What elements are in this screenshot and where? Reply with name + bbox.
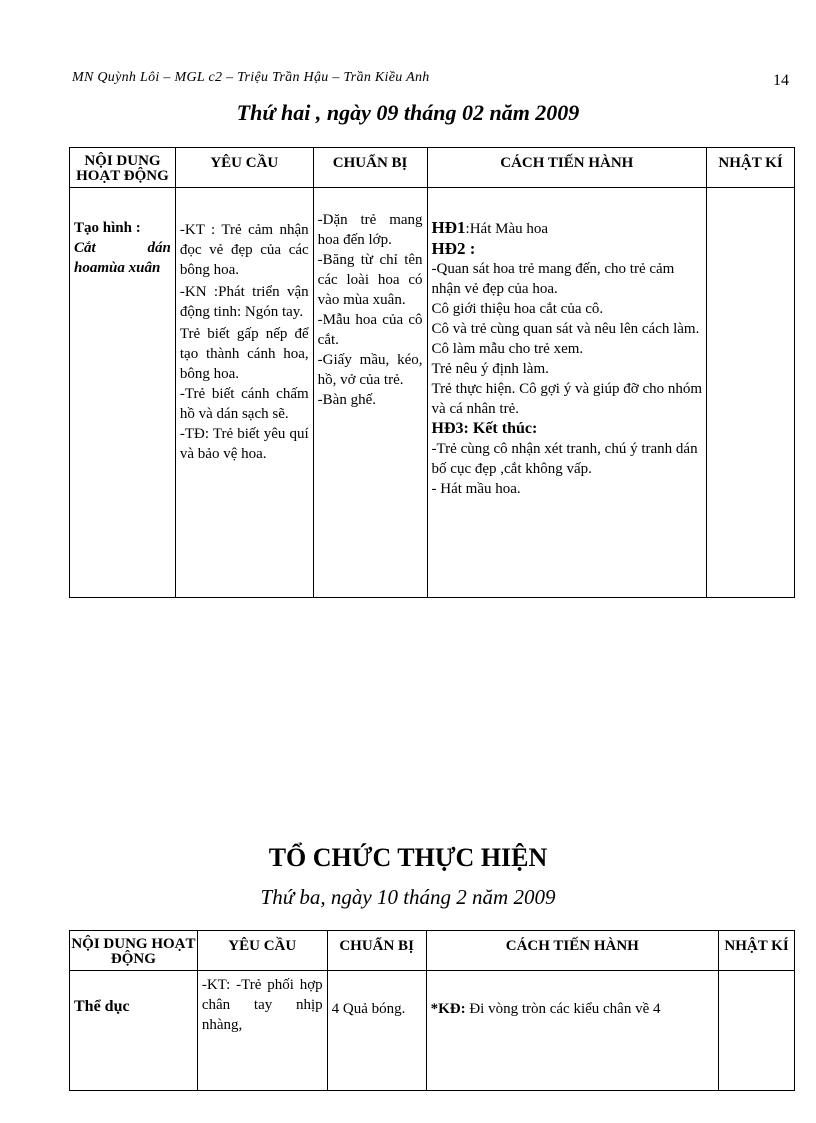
preparation-item: -Mẫu hoa của cô cắt. bbox=[317, 312, 423, 348]
col-header-journal: NHẬT KÍ bbox=[719, 931, 795, 971]
day2-table bbox=[69, 930, 795, 1091]
col-header-preparation: CHUẨN BỊ bbox=[327, 931, 426, 971]
requirement-item: -Trẻ biết cánh chấm hồ và dán sạch sẽ. bbox=[179, 386, 309, 422]
preparation-item: -Giấy mầu, kéo, hồ, vở của trẻ. bbox=[317, 352, 423, 388]
day1-date: Thứ hai , ngày 09 tháng 02 năm 2009 bbox=[236, 100, 580, 125]
preparation-cell: 4 Quả bóng. bbox=[327, 971, 426, 1091]
requirements-cell: -KT: -Trẻ phối hợp chân tay nhịp nhàng, bbox=[197, 971, 327, 1091]
requirement-item: Trẻ biết gấp nếp để tạo thành cánh hoa, bông hoa. bbox=[179, 326, 309, 382]
activity-cell: Thể dục bbox=[70, 971, 198, 1091]
requirements-cell bbox=[175, 188, 313, 598]
preparation-item: -Bàn ghế. bbox=[317, 392, 376, 408]
header-authors: MN Quỳnh Lôi – MGL c2 – Triệu Trần Hậu – Trần Kiều Anh bbox=[72, 70, 430, 85]
activity-name: Cắt dán hoamùa xuân bbox=[74, 240, 171, 276]
col-header-procedure: CÁCH TIẾN HÀNH bbox=[427, 148, 707, 188]
procedure-line: Cô giới thiệu hoa cắt của cô. bbox=[431, 301, 604, 317]
col-header-journal: NHẬT KÍ bbox=[707, 148, 795, 188]
requirement-item: -TĐ: Trẻ biết yêu quí và bảo vệ hoa. bbox=[179, 426, 309, 462]
journal-cell bbox=[707, 188, 795, 598]
procedure-cell: *KĐ: Đi vòng tròn các kiểu chân về 4 bbox=[426, 971, 718, 1091]
col-header-preparation: CHUẨN BỊ bbox=[313, 148, 427, 188]
preparation-item: -Dặn trẻ mang hoa đến lớp. bbox=[317, 212, 423, 248]
procedure-line: Cô và trẻ cùng quan sát và nêu lên cách làm. bbox=[431, 321, 700, 337]
col-header-content: NỘI DUNG HOẠT ĐỘNG bbox=[70, 931, 198, 971]
procedure-line: -Trẻ cùng cô nhận xét tranh, chú ý tranh dán bố cục đẹp ,cắt không vấp. bbox=[431, 441, 698, 477]
page-number: 14 bbox=[773, 72, 789, 89]
procedure-line: Trẻ nêu ý định làm. bbox=[431, 361, 549, 377]
activity-cell bbox=[70, 188, 176, 598]
procedure-cell bbox=[427, 188, 707, 598]
procedure-line: - Hát mầu hoa. bbox=[431, 481, 521, 497]
procedure-line: -Quan sát hoa trẻ mang đến, cho trẻ cảm nhận vẻ đẹp của hoa. bbox=[431, 261, 675, 297]
procedure-hd3-label: HĐ3: Kết thúc: bbox=[431, 420, 538, 437]
activity-title: Tạo hình : bbox=[74, 220, 141, 236]
section-title: TỔ CHỨC THỰC HIỆN bbox=[268, 843, 548, 872]
preparation-item: -Băng từ chỉ tên các loài hoa có vào mùa xuân. bbox=[317, 252, 423, 308]
procedure-hd1: HĐ1:Hát Màu hoa bbox=[431, 218, 549, 237]
col-header-requirements: YÊU CẦU bbox=[197, 931, 327, 971]
col-header-content: NỘI DUNG HOẠT ĐỘNG bbox=[70, 148, 176, 188]
procedure-line: Trẻ thực hiện. Cô gợi ý và giúp đỡ cho nhóm và cá nhân trẻ. bbox=[431, 381, 703, 417]
preparation-cell bbox=[313, 188, 427, 598]
col-header-requirements: YÊU CẦU bbox=[175, 148, 313, 188]
procedure-line: Cô làm mẫu cho trẻ xem. bbox=[431, 341, 584, 357]
requirement-item: -KN :Phát triển vận động tinh: Ngón tay. bbox=[179, 284, 309, 320]
day2-date: Thứ ba, ngày 10 tháng 2 năm 2009 bbox=[260, 885, 556, 909]
day1-table bbox=[69, 147, 795, 598]
requirement-item: -KT : Trẻ cảm nhận đọc vẻ đẹp của các bông hoa. bbox=[179, 222, 309, 278]
journal-cell bbox=[719, 971, 795, 1091]
col-header-procedure: CÁCH TIẾN HÀNH bbox=[426, 931, 718, 971]
procedure-hd2-label: HĐ2 : bbox=[431, 239, 476, 258]
day2-table-clip bbox=[69, 930, 795, 1033]
